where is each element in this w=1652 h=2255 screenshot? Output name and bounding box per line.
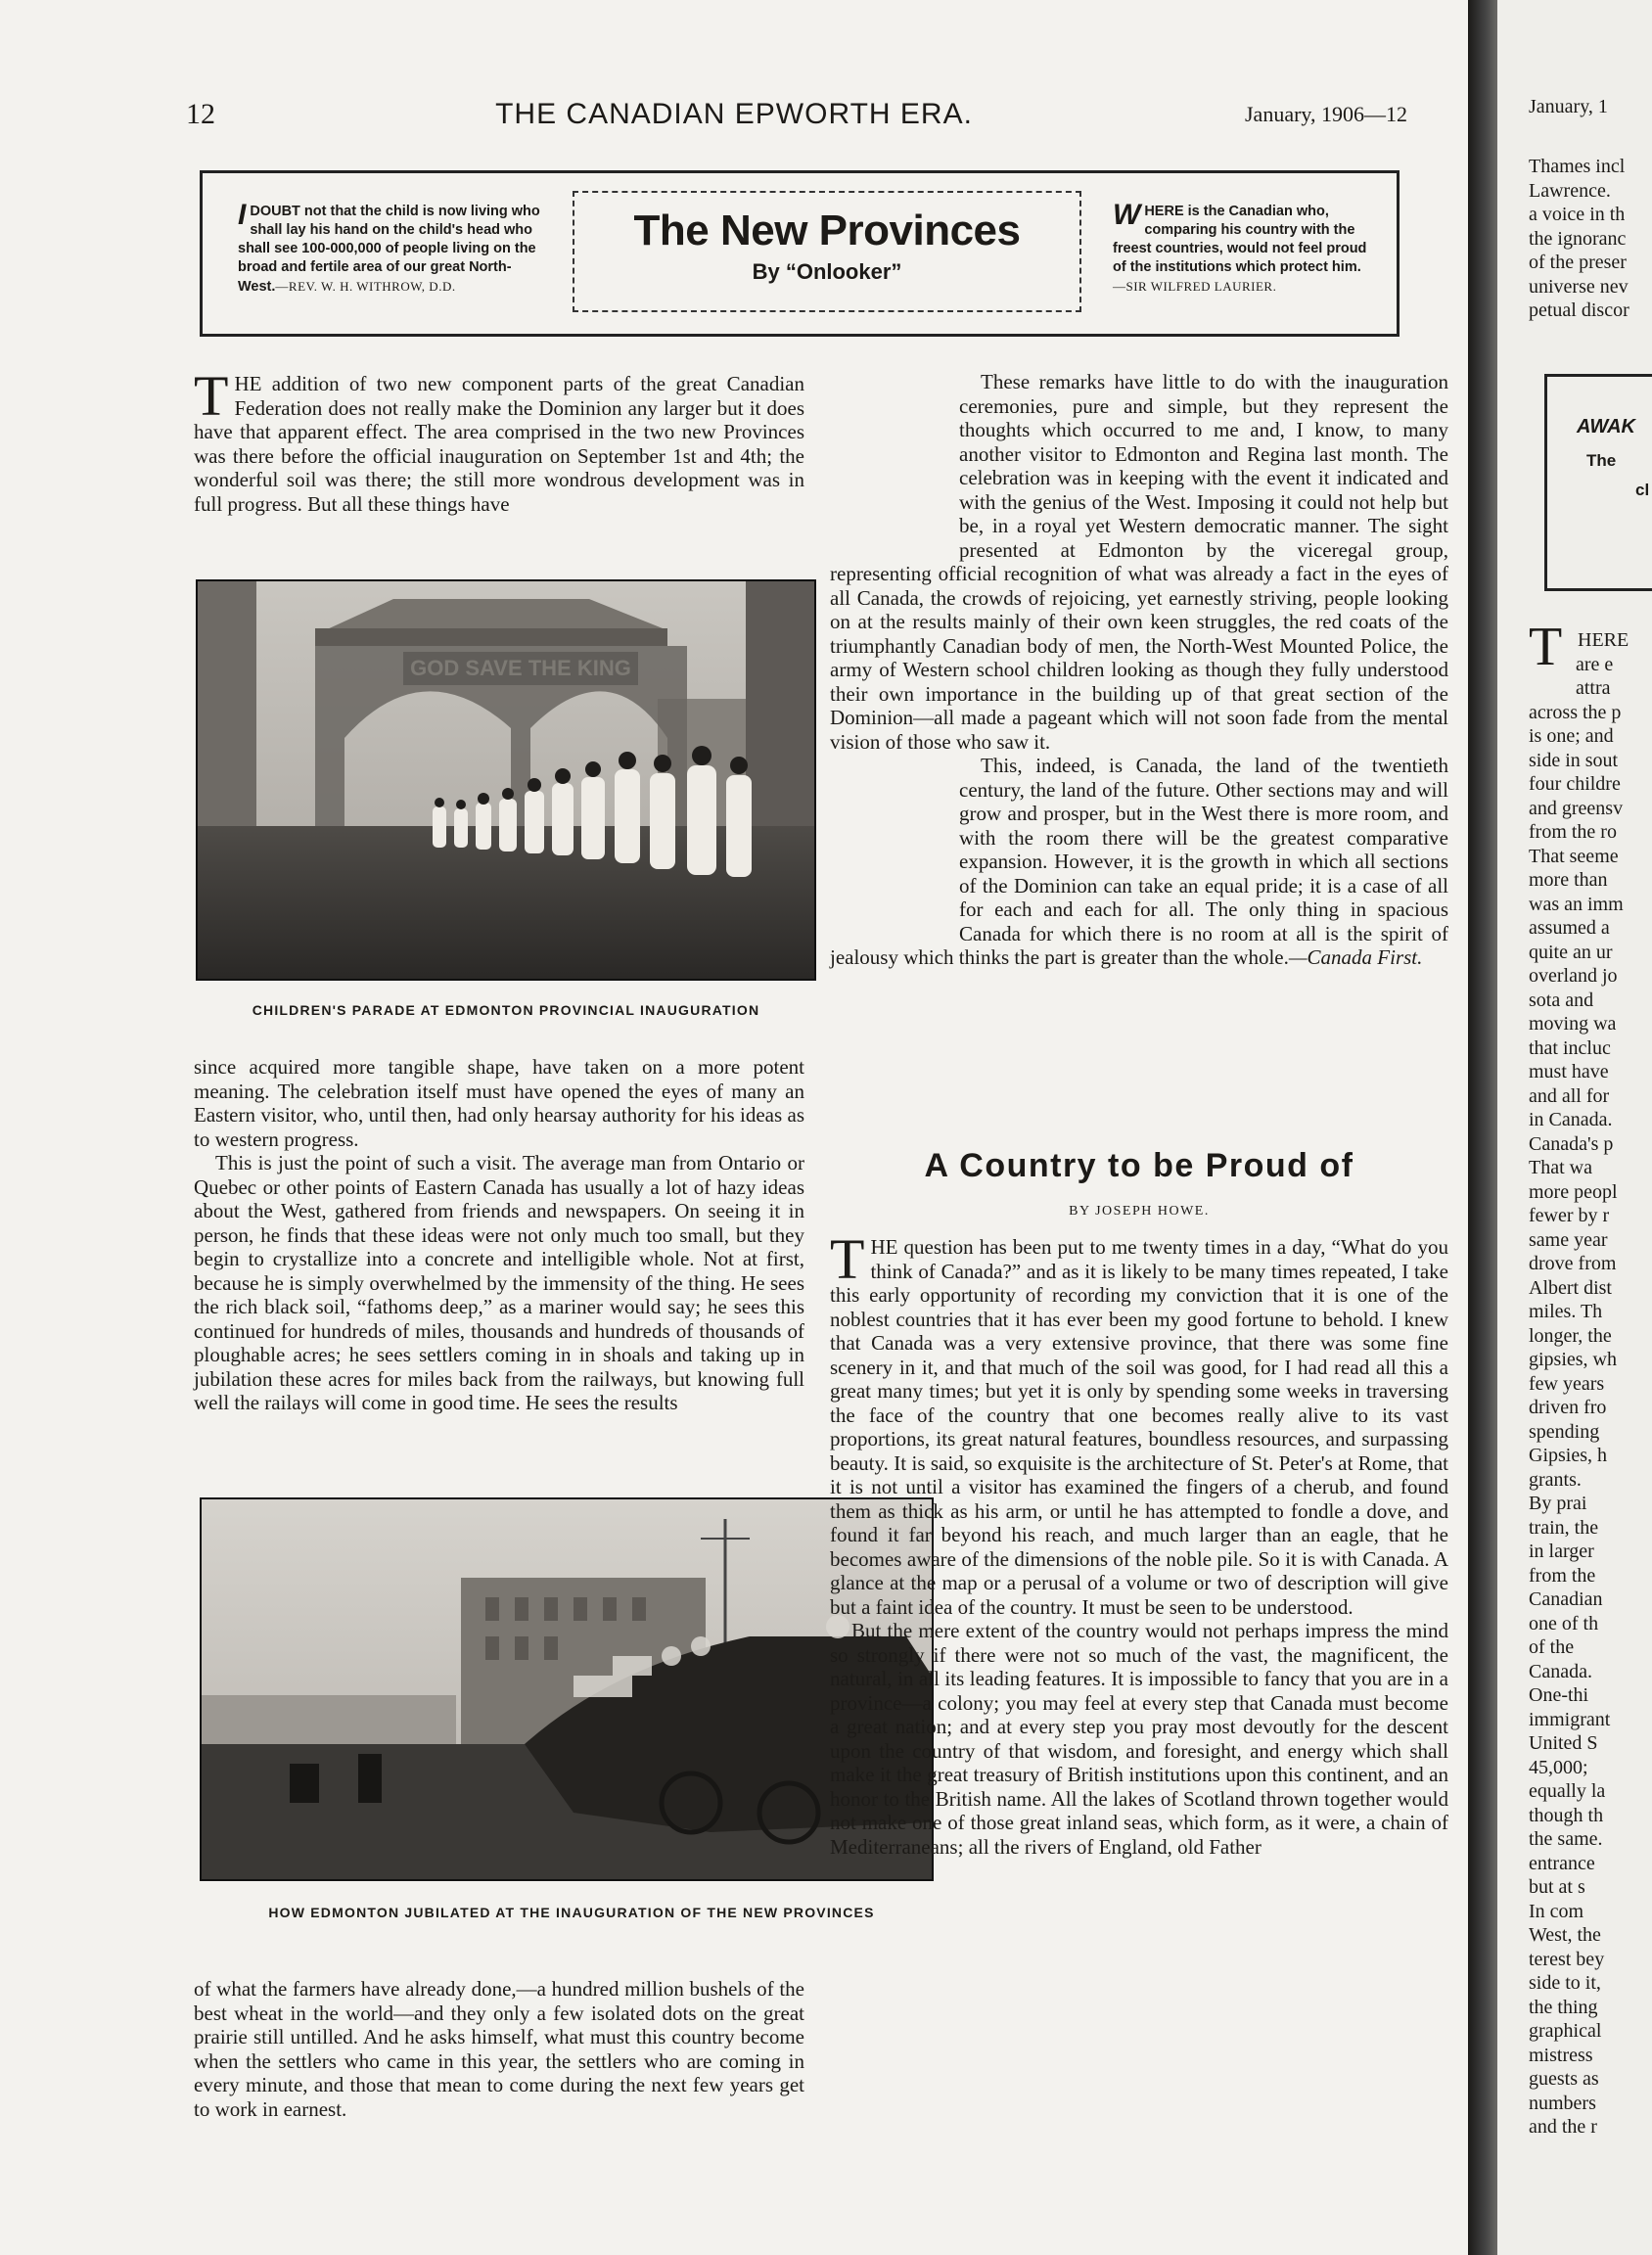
jubilation-image — [202, 1499, 932, 1879]
column-1-middle — [194, 1055, 804, 1488]
quote-text: DOUBT not that the child is now living who shall lay his hand on the child's head who shall see 100-000,000 of people living on the broad and fertile area of our great North-West. — [238, 204, 540, 295]
adjacent-line: must have — [1529, 1061, 1609, 1082]
adjacent-line: 45,000; — [1529, 1756, 1588, 1778]
section-byline: BY JOSEPH HOWE. — [1069, 1204, 1210, 1219]
article-title: The New Provinces — [633, 207, 1021, 254]
adjacent-line: train, the — [1529, 1516, 1599, 1539]
adjacent-line: In com — [1529, 1900, 1584, 1922]
adjacent-line: and all for — [1529, 1084, 1610, 1107]
adjacent-line: Canadian — [1529, 1588, 1603, 1610]
adjacent-line: entrance — [1529, 1852, 1595, 1874]
adjacent-line: Albert dist — [1529, 1276, 1612, 1299]
adjacent-page-edge — [1497, 0, 1652, 2255]
adjacent-line: across the p — [1529, 701, 1622, 723]
adjacent-line: longer, the — [1529, 1324, 1612, 1347]
paragraph: since acquired more tangible shape, have taken on a more potent meaning. The celebration itself must have opened the eyes of many an Eastern visitor, who, until then, had only hearsay authority for his ideas as to western progress. — [194, 1055, 804, 1151]
adjacent-line: That wa — [1529, 1157, 1592, 1178]
publication-title: THE CANADIAN EPWORTH ERA. — [495, 98, 973, 130]
adjacent-line: and greensv — [1529, 797, 1624, 819]
quote-attribution: —REV. W. H. WITHROW, D.D. — [275, 279, 456, 294]
adjacent-line: grants. — [1529, 1468, 1582, 1491]
adjacent-line: graphical — [1529, 2020, 1602, 2042]
adjacent-line: United S — [1529, 1732, 1598, 1754]
adjacent-line: drove from — [1529, 1253, 1617, 1274]
adjacent-line: attra — [1576, 677, 1611, 699]
adjacent-line: driven fro — [1529, 1397, 1607, 1418]
adjacent-line: side in sout — [1529, 749, 1619, 771]
adjacent-line: in Canada. — [1529, 1109, 1613, 1130]
parade-image — [198, 581, 814, 979]
drop-cap: T — [830, 1227, 865, 1291]
adjacent-date: January, 1 — [1529, 96, 1608, 117]
box-line: AWAK — [1577, 416, 1635, 437]
adjacent-line: assumed a — [1529, 917, 1610, 939]
adjacent-line: petual discor — [1529, 299, 1629, 321]
quote-attribution: —SIR WILFRED LAURIER. — [1113, 279, 1277, 294]
paragraph: But the mere extent of the country would not perhaps impress the mind so strongly if there were not so much of the vast, the magnificent, the natural, in all its leading features. It is impossible to fancy that you are in a province—a colony; you may feel at every step that Canada must become a great nation; and at every step you pray most devoutly for the descent upon the country of that wisdom, and foresight, and energy which shall make it the great treasury of British institutions upon this continent, and an honor to the British name. All the lakes of Scotland thrown together would not make one of those great inland seas, which form, as it were, a chain of Mediterraneans; all the rivers of England, old Father — [830, 1619, 1448, 1859]
adjacent-line: that incluc — [1529, 1036, 1611, 1059]
adjacent-line: Canada's p — [1529, 1132, 1614, 1155]
photo-1-caption: CHILDREN'S PARADE AT EDMONTON PROVINCIAL INAUGURATION — [252, 1002, 760, 1018]
adjacent-line: one of th — [1529, 1612, 1599, 1634]
adjacent-line: quite an ur — [1529, 941, 1613, 963]
withrow-quote — [238, 199, 546, 297]
page-number: 12 — [186, 98, 215, 130]
adjacent-line: gipsies, wh — [1529, 1349, 1617, 1370]
adjacent-line: fewer by r — [1529, 1205, 1610, 1226]
adjacent-line: of the — [1529, 1636, 1575, 1658]
adjacent-line: numbers — [1529, 2092, 1596, 2114]
quote-text: HERE is the Canadian who, comparing his country with the freest countries, would not feel proud of the institutions which protect him. — [1113, 204, 1367, 275]
adjacent-line: of the preser — [1529, 252, 1627, 273]
box-line: cl — [1635, 481, 1650, 499]
adjacent-line: more than — [1529, 869, 1608, 891]
adjacent-line: equally la — [1529, 1780, 1606, 1802]
column-2-top — [830, 370, 1448, 1124]
paragraph: THE addition of two new component parts of the great Canadian Federation does not really make the Dominion any larger but it does have that apparent effect. The area comprised in the two new Provinces was there before the official inauguration on September 1st and 4th; the wonderful soil was there; the still more wondrous development was in full progress. But all these things have — [194, 364, 804, 516]
adjacent-line: Canada. — [1529, 1660, 1592, 1682]
article-byline: By “Onlooker” — [752, 259, 902, 284]
adjacent-line: side to it, — [1529, 1972, 1601, 1994]
adjacent-line: moving wa — [1529, 1013, 1617, 1035]
paragraph: This is just the point of such a visit. The average man from Ontario or Quebec or other points of Eastern Canada has usually a lot of hazy ideas about the West, gathered from friends and newspapers. On seeing it in person, he finds that these ideas were not only much too small, but they begin to crystallize into a concrete and intelligible whole. Not at first, because he is simply overwhelmed by the immensity of the thing. He sees the rich black soil, “fathoms deep,” as a mariner would say; he sees this continued for hundreds of miles, thousands and hundreds of thousands of ploughable acres; he sees settlers coming in in shoals and taking up in jubilation these acres for miles back from the railways, but knowing full well the railays will come in good time. He sees the results — [194, 1151, 804, 1414]
adjacent-line: guests as — [1529, 2068, 1599, 2090]
childrens-parade-photo — [196, 579, 816, 981]
column-1-bottom — [194, 1977, 804, 2153]
adjacent-line: spending — [1529, 1420, 1600, 1443]
adjacent-line: the same. — [1529, 1828, 1603, 1850]
paragraph: THE question has been put to me twenty times in a day, “What do you think of Canada?” and as it is likely to be many times repeated, I take this early opportunity of recording my conviction that it is one of the noblest countries that it has ever been my good fortune to behold. I knew that Canada was a very extensive province, that there was some fine scenery in it, and that much of the soil was good, for I had read all this a great many times; but yet it is only by spending some weeks in traversing the face of the country that one becomes really alive to its vast proportions, its great natural features, boundless resources, and surpassing beauty. It is said, so exquisite is the architecture of St. Peter's at Rome, that it is not until a visitor has examined the fingers of a cherub, and found them as thick as his arm, or until he has attempted to fondle a dove, and found it far beyond his reach, and much larger than an eagle, that he becomes aware of the dimensions of the noble pile. So it is with Canada. A glance at the map or a perusal of a volume or two of description will give but a faint idea of the country. It must be seen to be understood. — [830, 1227, 1448, 1619]
box-line: The — [1586, 451, 1617, 470]
adjacent-line: That seeme — [1529, 845, 1619, 867]
section-heading: A Country to be Proud of — [924, 1147, 1354, 1184]
adjacent-line: is one; and — [1529, 725, 1614, 747]
column-1-top — [194, 364, 804, 581]
paragraph: of what the farmers have already done,—a hundred million bushels of the best wheat in the world—and they only a few isolated dots on the great prairie still untilled. And he asks himself, what must this country become when the settlers who came in this year, the settlers who are coming in every minute, and those that mean to come during the next few years get to work in earnest. — [194, 1977, 804, 2121]
adjacent-line: Thames incl — [1529, 156, 1626, 177]
photo-2-caption: HOW EDMONTON JUBILATED AT THE INAUGURATION OF THE NEW PROVINCES — [268, 1905, 875, 1920]
adjacent-line: from the — [1529, 1564, 1596, 1587]
adjacent-line: miles. Th — [1529, 1301, 1603, 1322]
adjacent-line: One-thi — [1529, 1684, 1589, 1706]
adjacent-line: By prai — [1529, 1493, 1587, 1514]
adjacent-drop-cap: T — [1529, 617, 1563, 677]
issue-date: January, 1906—12 — [1245, 102, 1407, 126]
adjacent-line: Lawrence. — [1529, 179, 1611, 202]
adjacent-line: the thing — [1529, 1996, 1598, 2018]
paragraph: These remarks have little to do with the inauguration ceremonies, pure and simple, but they represent the thoughts which occurred to me and, I know, to many another visitor to Edmonton and Regina last month. The celebration was in keeping with the event it indicated and with the genius of the West. Imposing it could not help but be, in a royal yet Western democratic manner. The sight presented at Edmonton by the viceregal group, representing official recognition of what was already a fact in the eyes of all Canada, the crowds of rejoicing, yet earnestly striving, people looking on at the results mainly of their own keen struggles, the red coats of the triumphantly Canadian body of men, the North-West Mounted Police, the army of Western school children looking as though they fully understood their own importance in the building up of that great section of the Dominion—all made a pageant which will not soon fade from the mental vision of those who saw it. — [830, 370, 1448, 754]
article-title-box — [573, 191, 1081, 312]
adjacent-line: four childre — [1529, 773, 1621, 795]
adjacent-line: the ignoranc — [1529, 227, 1627, 250]
paragraph: This, indeed, is Canada, the land of the twentieth century, the land of the future. Other sections may and will grow and prosper, but in the West there is more room, and with the room there will be the greatest comparative expansion. However, it is the growth in which all sections of the Dominion can take an equal pride; it is a case of all for each and each for all. The only thing in spacious Canada for which there is no room at all is the spirit of jealousy which thinks the part is greater than the whole.—Canada First. — [830, 754, 1448, 969]
adjacent-line: more peopl — [1529, 1180, 1618, 1203]
adjacent-line: universe nev — [1529, 275, 1629, 298]
adjacent-line: a voice in th — [1529, 204, 1626, 225]
title-box — [200, 170, 1400, 337]
adjacent-line: few years — [1529, 1372, 1605, 1395]
column-2-bottom — [830, 1227, 1448, 2145]
adjacent-line: overland jo — [1529, 965, 1618, 987]
quote-initial: W — [1113, 199, 1141, 231]
binding-fold — [1468, 0, 1497, 2255]
adjacent-line: immigrant — [1529, 1708, 1611, 1730]
adjacent-line: in larger — [1529, 1541, 1594, 1562]
adjacent-line: same year — [1529, 1228, 1608, 1251]
laurier-quote — [1113, 199, 1372, 297]
adjacent-line: terest bey — [1529, 1948, 1605, 1970]
adjacent-line: though th — [1529, 1804, 1604, 1826]
adjacent-line: sota and — [1529, 989, 1594, 1011]
adjacent-box — [1544, 374, 1652, 591]
adjacent-line: West, the — [1529, 1924, 1601, 1946]
drop-cap: T — [194, 364, 229, 428]
edmonton-jubilation-photo — [200, 1497, 934, 1881]
adjacent-line: was an imm — [1529, 893, 1624, 915]
adjacent-line: and the r — [1529, 2116, 1597, 2138]
quote-initial: I — [238, 199, 247, 231]
adjacent-line: from the ro — [1529, 821, 1617, 843]
adjacent-line: Gipsies, h — [1529, 1445, 1607, 1466]
adjacent-line: HERE — [1578, 629, 1629, 651]
adjacent-line: but at s — [1529, 1876, 1585, 1898]
adjacent-line: are e — [1576, 653, 1614, 675]
adjacent-line: mistress — [1529, 2044, 1593, 2066]
